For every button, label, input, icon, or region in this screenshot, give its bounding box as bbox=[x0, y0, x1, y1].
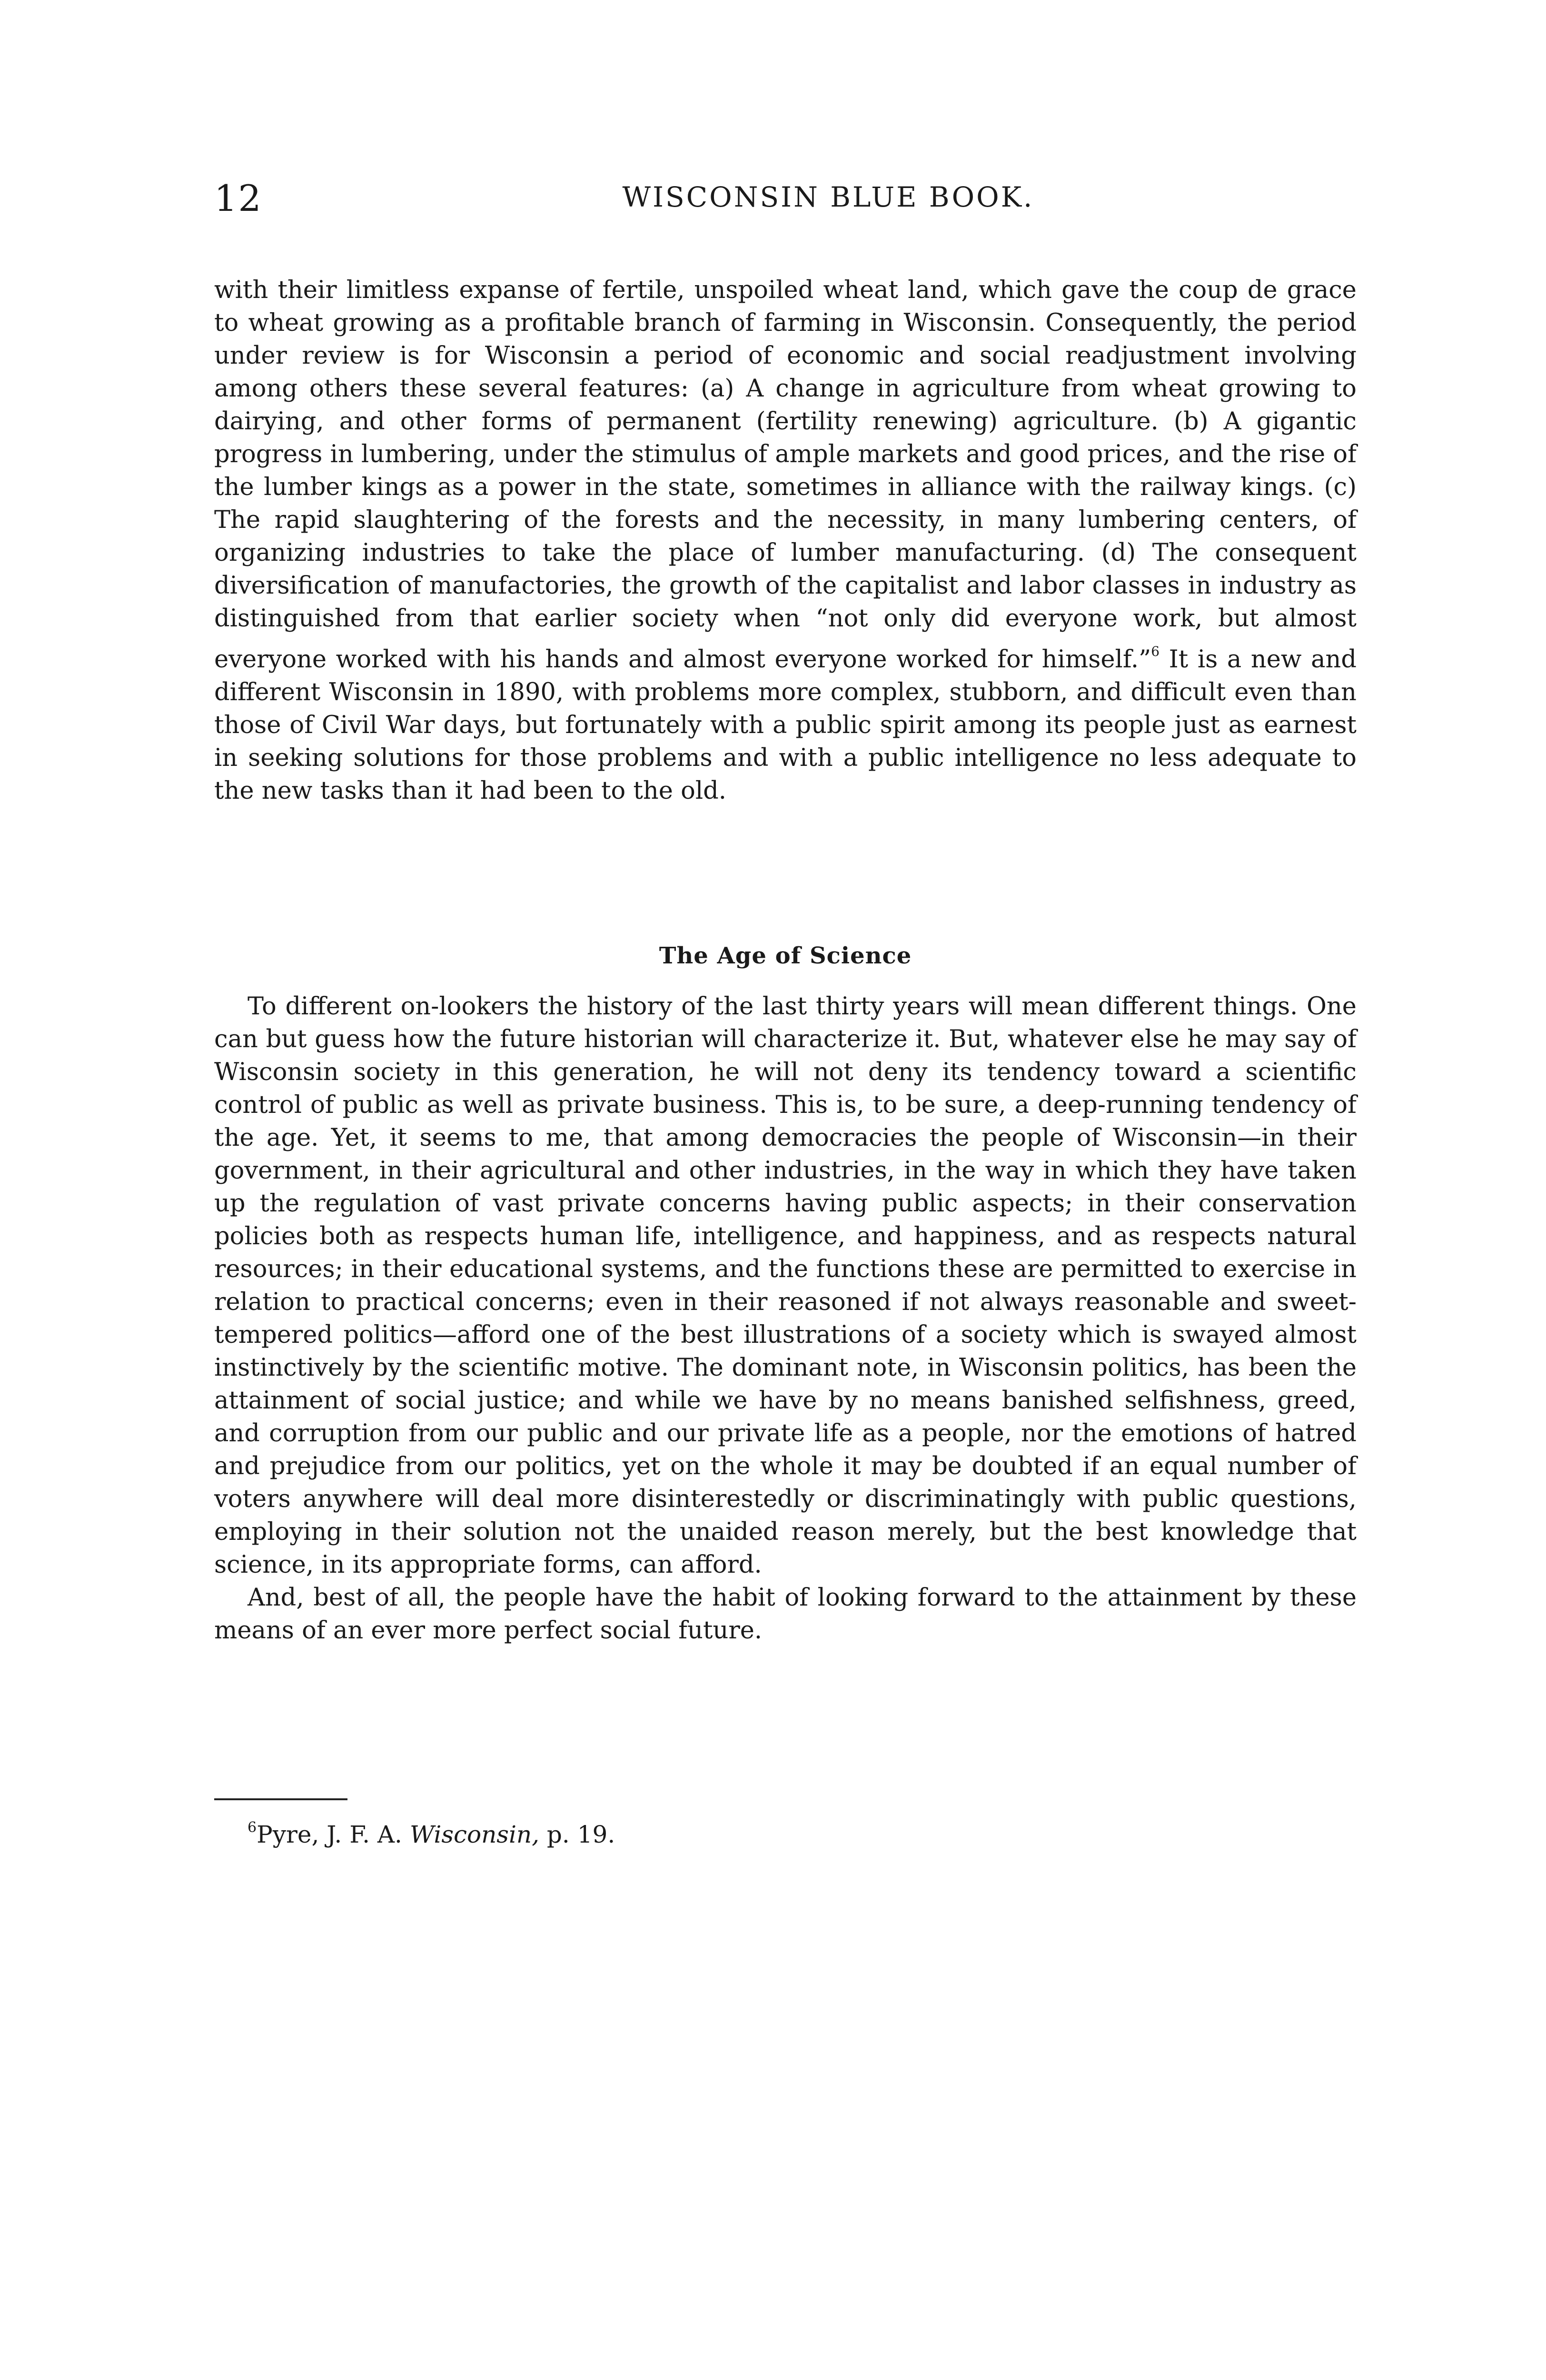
running-title: WISCONSIN BLUE BOOK. bbox=[622, 181, 1034, 213]
footnote-divider bbox=[214, 1798, 347, 1800]
footnote bbox=[248, 1811, 1342, 1851]
footnote-author: Pyre, J. F. A. bbox=[257, 1821, 410, 1848]
section-body bbox=[214, 990, 1357, 1647]
page-header bbox=[214, 177, 1357, 225]
footnote-title: Wisconsin, bbox=[409, 1821, 540, 1848]
section-heading: The Age of Science bbox=[659, 942, 912, 969]
paragraph-text-before-note: with their limitless expanse of fertile, unspoiled wheat land, which gave the coup de grace to wheat growing as a profitable branch of farming in Wisconsin. Consequently, the period under review is for Wisconsin a period of economic and social readjustment involving among others these several features: (a) A change in agriculture from wheat growing to dairying, and other forms of permanent (fertility renewing) agriculture. (b) A gigantic progress in lumbering, under the stimulus of ample markets and good prices, and the rise of the lumber kings as a power in the state, sometimes in alliance with the railway kings. (c) The rapid slaughtering of the forests and the necessity, in many lumbering centers, of organizing industries to take the place of lumber manufacturing. (d) The consequent diversification of manufactories, the growth of the capitalist and labor classes in industry as distinguished from that earlier society when “not only did everyone work, but almost everyone worked with his hands and almost everyone worked for himself.” bbox=[214, 276, 1357, 674]
footnote-reference: 6 bbox=[1151, 644, 1160, 659]
paragraph-text bbox=[214, 274, 1357, 807]
footnote-page: p. 19. bbox=[539, 1821, 615, 1848]
paragraph-text-after-note: It is a new and different Wisconsin in 1890, with problems more complex, stubborn, and difficult even than those of Civil War days, but fortunately with a public spirit among its people just as earnest in seeking solutions for those problems and with a public intelligence no less adequate to the new tasks than it had been to the old. bbox=[214, 645, 1357, 805]
section-paragraph-1: To different on-lookers the history of the last thirty years will mean different things. One can but guess how the future historian will characterize it. But, whatever else he may say of Wisconsin society in this generation, he will not deny its tendency toward a scientific control of public as well as private business. This is, to be sure, a deep-running tendency of the age. Yet, it seems to me, that among democracies the people of Wisconsin—in their government, in their agricultural and other industries, in the way in which they have taken up the regulation of vast private concerns having public aspects; in their conservation policies both as respects human life, intelligence, and happiness, and as respects natural resources; in their educational systems, and the functions these are permitted to exercise in relation to practical concerns; even in their reasoned if not always reasonable and sweet-tempered politics—afford one of the best illustrations of a society which is swayed almost instinctively by the scientific motive. The dominant note, in Wisconsin politics, has been the attainment of social justice; and while we have by no means banished selfishness, greed, and corruption from our public and our private life as a people, nor the emotions of hatred and prejudice from our politics, yet on the whole it may be doubted if an equal number of voters anywhere will deal more disinterestedly or discriminatingly with public questions, employing in their solution not the unaided reason merely, but the best knowledge that science, in its appropriate forms, can afford. bbox=[214, 992, 1357, 1579]
section-paragraph-2: And, best of all, the people have the habit of looking forward to the attainment by these means of an ever more perfect social future. bbox=[214, 1584, 1357, 1645]
body-paragraph-1 bbox=[214, 274, 1357, 807]
footnote-marker: 6 bbox=[248, 1819, 257, 1836]
page-number: 12 bbox=[214, 177, 262, 219]
